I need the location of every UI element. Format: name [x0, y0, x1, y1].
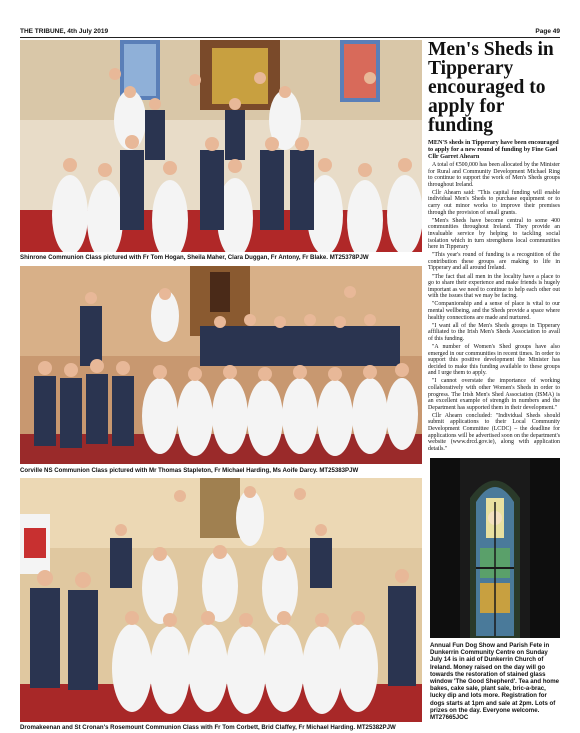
publication-date: THE TRIBUNE, 4th July 2019: [20, 28, 109, 35]
page-number: Page 49: [535, 28, 560, 35]
article-paragraph: Cllr Ahearn concluded: "Individual Sheds should submit applications to their Local Community Development Committee (LCDC) – the deadline for applications will be advertised soon on the department's website (www.drcd.gov.ie), along with application details.": [428, 412, 560, 452]
photo-shinrone-communion: [20, 40, 422, 252]
article-paragraph: "Men's Sheds have become central to some 400 communities throughout Ireland. They provide an invaluable service by helping to tackling social isolation which in turn strengthens local communities here in Tipperary: [428, 217, 560, 251]
article-paragraph: "This year's round of funding is a recognition of the contribution these groups are making to life in Tipperary and all around Ireland.: [428, 252, 560, 272]
article-paragraph: Cllr Ahearn said: "This capital funding will enable individual Men's Sheds to purchase equipment or to carry out minor works to improve their premises through the provision of small grants.: [428, 189, 560, 216]
header-rule: [20, 37, 560, 38]
sidebar-caption: Annual Fun Dog Show and Parish Fete in Dunkerrin Community Centre on Sunday July 14 is in aid of Dunkerrin Church of Ireland. Money raised on the day will go towards the restoration of stained glass window 'The Good Shepherd'. Tea and home bakes, cake sale, plant sale, bric-a-brac, lucky dip and lots more. Registration for dogs starts at 1pm and sale at 2pm. Lots of prizes on the day. Everyone welcome. MT27665JOC: [430, 642, 560, 722]
article-paragraph: "The fact that all men in the locality have a place to go to share their experience and make friends is hugely important as we need to continue to help each other out with the issues that we may be facing.: [428, 273, 560, 300]
article-paragraph: "I want all of the Men's Sheds groups in Tipperary affiliated to the Irish Men's Sheds Association to avail of this funding.: [428, 322, 560, 342]
article: [428, 40, 560, 454]
photo-corville-communion: [20, 266, 422, 464]
photo-stained-glass-window: [430, 458, 560, 638]
article-paragraph: "A number of Women's Shed groups have also emerged in our communities in recent times. In order to support this positive development the Minister has decided to make this funding available to these groups and I urge them to apply.: [428, 343, 560, 377]
article-lede: MEN'S sheds in Tipperary have been encouraged to apply for a new round of funding by Fine Gael Cllr Garret Ahearn: [428, 139, 559, 160]
photo-caption: Dromakeenan and St Cronan's Rosemount Communion Class with Fr Tom Corbett, Brid Claffey, Fr Michael Harding. MT25382PJW: [20, 724, 396, 731]
article-paragraph: A total of €500,000 has been allocated by the Minister for Rural and Community Development Michael Ring to continue to support the work of Men's Sheds groups throughout Ireland.: [428, 162, 560, 188]
article-paragraph: "Companionship and a sense of place is vital to our mental wellbeing, and the Sheds provide a space where healthy connections are made and nurtured.: [428, 301, 560, 321]
article-paragraph: "I cannot overstate the importance of working collaboratively with other Women's Sheds in order to progress. The Irish Men's Shed Association (ISMA) is an excellent example of strength in numbers and the Department has supported them in their development.": [428, 378, 560, 411]
photo-caption: Corville NS Communion Class pictured with Mr Thomas Stapleton, Fr Michael Harding, Ms Aoife Darcy. MT25383PJW: [20, 467, 359, 474]
article-headline: Men's Sheds in Tipperary encouraged to apply for funding: [428, 39, 554, 136]
photo-caption: Shinrone Communion Class pictured with Fr Tom Hogan, Sheila Maher, Clara Duggan, Fr Antony, Fr Blake. MT25378PJW: [20, 254, 369, 261]
photo-dromakeenan-communion: [20, 478, 422, 722]
